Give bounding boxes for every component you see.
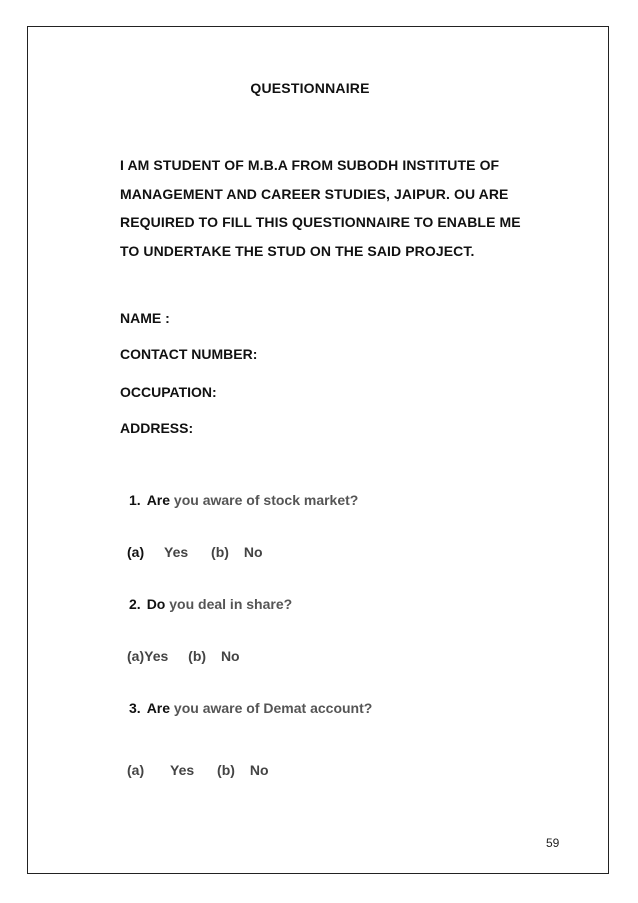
option-b-marker: (b) <box>211 544 229 560</box>
question-number: 2. <box>129 596 141 612</box>
occupation-field-label: OCCUPATION: <box>120 384 217 400</box>
option-a-marker: (a) <box>127 648 145 664</box>
question-text: you aware of Demat account? <box>170 700 373 716</box>
page-title: QUESTIONNAIRE <box>250 80 370 96</box>
intro-paragraph <box>120 151 570 265</box>
question-3 <box>129 700 372 716</box>
question-1 <box>129 492 358 508</box>
question-number: 1. <box>129 492 141 508</box>
intro-line: REQUIRED TO FILL THIS QUESTIONNAIRE TO ENABLE ME <box>120 214 521 230</box>
intro-line: MANAGEMENT AND CAREER STUDIES, JAIPUR. OU ARE <box>120 185 509 202</box>
option-b-text: No <box>243 544 263 560</box>
question-text: you deal in share? <box>165 596 293 612</box>
option-b-marker: (b) <box>188 648 207 664</box>
contact-number-field-label: CONTACT NUMBER: <box>120 346 258 362</box>
option-b-marker: (b) <box>217 762 235 778</box>
option-a-marker: (a) <box>127 544 145 560</box>
option-b-text: No <box>220 648 240 664</box>
question-lead: Do <box>146 596 166 612</box>
question-number: 3. <box>129 700 141 716</box>
question-1-options <box>127 544 263 560</box>
page-number: 59 <box>546 836 560 850</box>
option-a-marker: (a) <box>127 762 145 778</box>
question-text: you aware of stock market? <box>170 492 359 508</box>
intro-line: I AM STUDENT OF M.B.A FROM SUBODH INSTITUTE OF <box>120 157 500 173</box>
option-a-text: Yes <box>164 544 189 560</box>
question-lead: Are <box>146 492 171 508</box>
option-b-text: No <box>249 762 269 778</box>
question-lead: Are <box>146 700 171 716</box>
intro-line: TO UNDERTAKE THE STUD ON THE SAID PROJECT. <box>120 242 475 259</box>
question-3-options <box>127 762 269 778</box>
option-a-text: Yes <box>144 648 169 664</box>
address-field-label: ADDRESS: <box>120 420 194 436</box>
name-field-label: NAME : <box>120 310 170 326</box>
question-2-options <box>127 648 240 664</box>
question-2 <box>129 596 292 612</box>
option-a-text: Yes <box>170 762 195 778</box>
